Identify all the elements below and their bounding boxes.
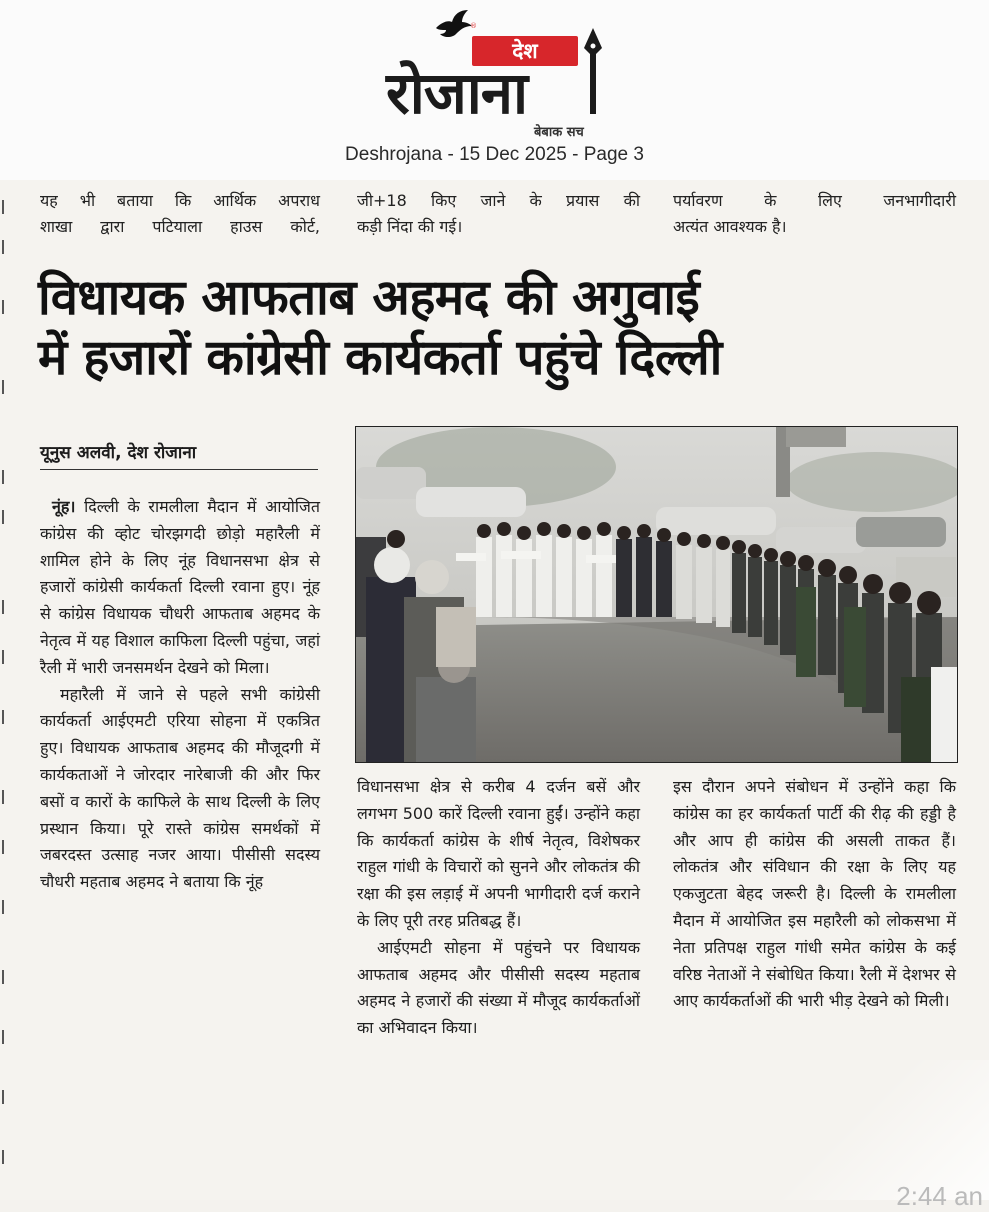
paragraph: आईएमटी सोहना में पहुंचने पर विधायक आफताब अहमद और पीसीसी सदस्य महताब अहमद ने हजारों की संख्या में मौजूद कार्यकर्ताओं का अभिवादन किया।	[357, 937, 640, 1038]
logo-desh-box: देश	[472, 36, 578, 66]
trademark-mark: ®	[470, 22, 477, 30]
text-line: अत्यंत आवश्यक है।	[673, 217, 787, 236]
headline-line-1: विधायक आफताब अहमद की अगुवाई	[38, 269, 700, 326]
logo-rojana-text: रोजाना	[386, 59, 528, 127]
screen-overlay-fade	[769, 1060, 989, 1211]
bird-icon	[434, 8, 474, 42]
paragraph	[40, 494, 320, 682]
dateline-location: नूंह।	[52, 497, 76, 516]
left-cropped-column-edge	[0, 180, 12, 1200]
paragraph: इस दौरान अपने संबोधन में उन्होंने कहा कि कांग्रेस का हर कार्यकर्ता पार्टी की रीढ़ की हड्डी है और आप ही कांग्रेस की असली ताकत हैं। लोकतंत्र और संविधान की रक्षा के लिए यह एकजुटता बेहद जरूरी है। दिल्ली के रामलीला मैदान में आयोजित इस महारैली को लोकसभा में नेता प्रतिपक्ष राहुल गांधी समेत कांग्रेस के कई वरिष्ठ नेताओं ने संबोधित किया। रैली में देशभर से आए कार्यकर्ताओं की भारी भीड़ देखने को मिली।	[673, 777, 956, 1011]
rally-photo	[355, 426, 958, 763]
article-column-2	[357, 774, 640, 1042]
rally-photo-image	[356, 427, 957, 762]
text-line: जी+18 किए जाने के प्रयास की	[357, 191, 640, 210]
status-clock-fragment: 2:44 an	[896, 1181, 983, 1211]
text-line: पर्यावरण के लिए जनभागीदारी	[673, 191, 956, 210]
paragraph: महारैली में जाने से पहले सभी कांग्रेसी कार्यकर्ता आईएमटी एरिया सोहना में एकत्रित हुए। विधायक आफताब अहमद की मौजूदगी में कार्यकताओं ने जोरदार नारेबाजी की और फिर बसों व कारों के काफिले के साथ दिल्ली के लिए प्रस्थान किया। पूरे रास्ते कांग्रेस समर्थकों में जबरदस्त उत्साह नजर आया। पीसीसी सदस्य चौधरी महताब अहमद ने बताया कि नूंह	[40, 684, 320, 892]
masthead	[0, 0, 989, 180]
text-line: कड़ी निंदा की गई।	[357, 217, 463, 236]
prev-article-col3	[673, 188, 956, 240]
paragraph: विधानसभा क्षेत्र से करीब 4 दर्जन बसें और लगभग 500 कारें दिल्ली रवाना हुईं। उन्होंने कहा कि कार्यकर्ता कांग्रेस के शीर्ष नेतृत्व, विशेषकर राहुल गांधी के विचारों को सुनने और लोकतंत्र की रक्षा की इस लड़ाई में अपनी भागीदारी दर्ज कराने के लिए पूरी तरह प्रतिबद्ध हैं।	[357, 777, 640, 930]
article-headline	[38, 268, 958, 388]
newspaper-logo	[386, 6, 616, 141]
prev-article-col1	[40, 188, 320, 240]
headline-line-2: में हजारों कांग्रेसी कार्यकर्ता पहुंचे दिल्ली	[38, 329, 722, 386]
article-byline: यूनुस अलवी, देश रोजाना	[40, 440, 318, 470]
pen-nib-icon	[582, 28, 604, 116]
paragraph-text: दिल्ली के रामलीला मैदान में आयोजित कांग्रेस की व्होट चोरझगदी छोड़ो महारैली में शामिल होने के लिए नूंह विधानसभा क्षेत्र से हजारों कांग्रेसी कार्यकर्ता दिल्ली रवाना हुए। नूंह से कांग्रेस विधायक चौधरी आफताब अहमद के नेतृत्व में यह विशाल काफिला दिल्ली पहुंचा, जहां रैली में भारी जनसमर्थन देखने को मिला।	[40, 497, 321, 677]
article-column-3	[673, 774, 956, 1015]
text-line: शाखा द्वारा पटियाला हाउस कोर्ट,	[40, 217, 320, 236]
edition-dateline: Deshrojana - 15 Dec 2025 - Page 3	[345, 144, 644, 165]
prev-article-col2	[357, 188, 640, 240]
text-line: यह भी बताया कि आर्थिक अपराध	[40, 191, 320, 210]
newspaper-page	[0, 180, 989, 1211]
logo-tagline: बेबाक सच	[534, 125, 584, 140]
article-column-1	[40, 494, 320, 896]
